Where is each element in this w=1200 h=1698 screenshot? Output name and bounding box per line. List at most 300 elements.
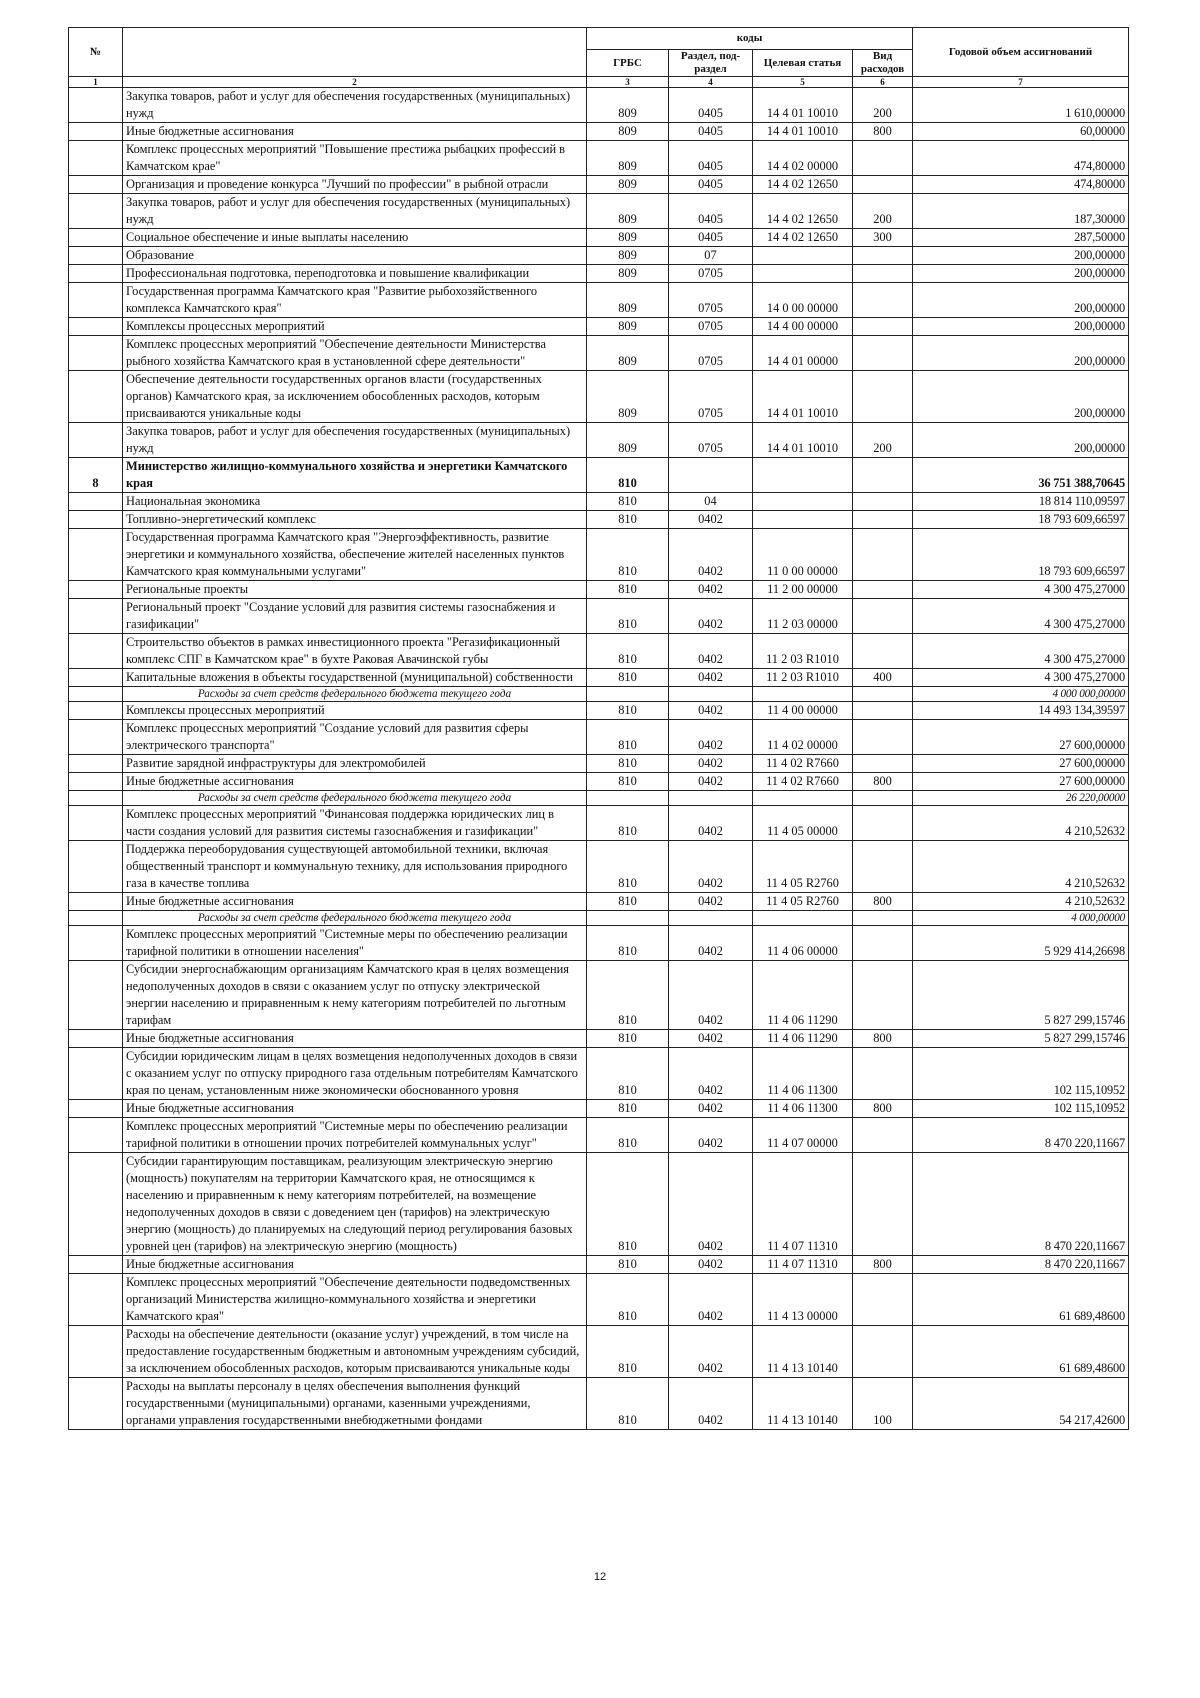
row-expense-type-code: 300: [853, 229, 913, 247]
row-number: [69, 283, 123, 318]
table-row: [69, 791, 1129, 806]
row-number: [69, 773, 123, 791]
row-number: [69, 423, 123, 458]
header-expense-type: Вид расходов: [853, 50, 913, 77]
row-expense-type-code: 800: [853, 773, 913, 791]
row-amount: 26 220,00000: [913, 791, 1129, 806]
row-target-article-code: 14 4 02 12650: [753, 194, 853, 229]
row-expense-type-code: [853, 599, 913, 634]
row-amount: 1 610,00000: [913, 88, 1129, 123]
table-row: [69, 493, 1129, 511]
row-name: Расходы за счет средств федерального бюджета текущего года: [123, 911, 587, 926]
row-name: Образование: [123, 247, 587, 265]
row-target-article-code: 14 4 00 00000: [753, 318, 853, 336]
row-number: [69, 1048, 123, 1100]
row-number: [69, 511, 123, 529]
row-name: Комплекс процессных мероприятий "Повышение престижа рыбацких профессий в Камчатском крае": [123, 141, 587, 176]
row-number: [69, 141, 123, 176]
row-number: [69, 1153, 123, 1256]
row-number: [69, 123, 123, 141]
row-target-article-code: [753, 247, 853, 265]
row-section-code: 0705: [669, 423, 753, 458]
row-number: [69, 176, 123, 194]
row-expense-type-code: [853, 458, 913, 493]
row-amount: 4 300 475,27000: [913, 581, 1129, 599]
table-row: [69, 1274, 1129, 1326]
table-row: [69, 1256, 1129, 1274]
row-target-article-code: 11 4 06 11290: [753, 1030, 853, 1048]
header-number: №: [69, 28, 123, 77]
row-number: [69, 755, 123, 773]
row-expense-type-code: [853, 1048, 913, 1100]
row-number: [69, 493, 123, 511]
row-grbs-code: [587, 911, 669, 926]
row-number: 8: [69, 458, 123, 493]
row-grbs-code: 810: [587, 926, 669, 961]
row-name: Закупка товаров, работ и услуг для обеспечения государственных (муниципальных) нужд: [123, 423, 587, 458]
table-row: [69, 529, 1129, 581]
row-section-code: 0405: [669, 229, 753, 247]
table-row: [69, 423, 1129, 458]
row-number: [69, 265, 123, 283]
row-name: Развитие зарядной инфраструктуры для электромобилей: [123, 755, 587, 773]
row-expense-type-code: 200: [853, 194, 913, 229]
table-body: [69, 88, 1129, 1430]
table-row: [69, 1100, 1129, 1118]
row-amount: 61 689,48600: [913, 1274, 1129, 1326]
table-row: [69, 458, 1129, 493]
row-expense-type-code: [853, 1326, 913, 1378]
row-grbs-code: [587, 791, 669, 806]
row-number: [69, 669, 123, 687]
row-grbs-code: 810: [587, 634, 669, 669]
row-grbs-code: 810: [587, 961, 669, 1030]
row-expense-type-code: [853, 511, 913, 529]
row-number: [69, 702, 123, 720]
row-section-code: 0705: [669, 318, 753, 336]
row-section-code: 0402: [669, 961, 753, 1030]
row-amount: 27 600,00000: [913, 755, 1129, 773]
row-amount: 102 115,10952: [913, 1048, 1129, 1100]
row-target-article-code: 14 4 01 10010: [753, 423, 853, 458]
row-amount: 5 827 299,15746: [913, 1030, 1129, 1048]
row-expense-type-code: 800: [853, 1030, 913, 1048]
row-target-article-code: 11 4 05 R2760: [753, 841, 853, 893]
row-section-code: 0402: [669, 1100, 753, 1118]
row-number: [69, 599, 123, 634]
row-target-article-code: 14 4 01 00000: [753, 336, 853, 371]
table-row: [69, 336, 1129, 371]
row-grbs-code: 810: [587, 1153, 669, 1256]
row-name: Субсидии юридическим лицам в целях возмещения недополученных доходов в связи с оказанием услуг по отпуску природного газа отдельным потребителям Камчатского края по ценам, установленным ниже экономически обоснованного уровня: [123, 1048, 587, 1100]
row-grbs-code: 809: [587, 141, 669, 176]
row-number: [69, 806, 123, 841]
row-grbs-code: 809: [587, 88, 669, 123]
row-name: Государственная программа Камчатского края "Энергоэффективность, развитие энергетики и коммунального хозяйства, обеспечение жителей населенных пунктов Камчатского края коммунальными услугами": [123, 529, 587, 581]
row-amount: 5 929 414,26698: [913, 926, 1129, 961]
row-amount: 54 217,42600: [913, 1378, 1129, 1430]
row-section-code: 0402: [669, 893, 753, 911]
table-row: [69, 669, 1129, 687]
column-number: 5: [753, 77, 853, 88]
row-expense-type-code: [853, 755, 913, 773]
row-grbs-code: 810: [587, 1326, 669, 1378]
row-expense-type-code: 200: [853, 423, 913, 458]
row-amount: 36 751 388,70645: [913, 458, 1129, 493]
row-amount: 4 300 475,27000: [913, 634, 1129, 669]
row-target-article-code: 11 4 07 00000: [753, 1118, 853, 1153]
row-grbs-code: 810: [587, 720, 669, 755]
row-amount: 200,00000: [913, 318, 1129, 336]
row-grbs-code: 810: [587, 458, 669, 493]
row-section-code: 0402: [669, 702, 753, 720]
row-grbs-code: 810: [587, 841, 669, 893]
row-expense-type-code: [853, 265, 913, 283]
row-target-article-code: 14 4 01 10010: [753, 123, 853, 141]
row-amount: 200,00000: [913, 336, 1129, 371]
header-name: [123, 28, 587, 77]
row-name: Субсидии гарантирующим поставщикам, реализующим электрическую энергию (мощность) покупателям на территории Камчатского края, не относящимся к населению и приравненным к нему категориям потребителей, на возмещение недополученных доходов в связи с доведением цен (тарифов) на электрическую энергию (мощность) до планируемых на следующий период регулирования базовых уровней цен (тарифов) на электрическую энергию (мощность): [123, 1153, 587, 1256]
row-section-code: 0705: [669, 283, 753, 318]
row-section-code: 0402: [669, 926, 753, 961]
row-grbs-code: 809: [587, 265, 669, 283]
row-amount: 102 115,10952: [913, 1100, 1129, 1118]
row-section-code: 0402: [669, 1378, 753, 1430]
row-section-code: 0402: [669, 1274, 753, 1326]
row-number: [69, 1274, 123, 1326]
table-row: [69, 511, 1129, 529]
row-expense-type-code: [853, 687, 913, 702]
row-expense-type-code: [853, 1274, 913, 1326]
row-section-code: 0402: [669, 1256, 753, 1274]
row-name: Расходы за счет средств федерального бюджета текущего года: [123, 687, 587, 702]
row-number: [69, 318, 123, 336]
row-name: Комплекс процессных мероприятий "Создание условий для развития сферы электрического транспорта": [123, 720, 587, 755]
row-amount: 4 210,52632: [913, 893, 1129, 911]
row-name: Поддержка переоборудования существующей автомобильной техники, включая общественный транспорт и коммунальную технику, для использования природного газа в качестве топлива: [123, 841, 587, 893]
row-number: [69, 893, 123, 911]
row-grbs-code: 810: [587, 1118, 669, 1153]
row-section-code: 0402: [669, 1153, 753, 1256]
row-name: Комплексы процессных мероприятий: [123, 318, 587, 336]
row-name: Комплекс процессных мероприятий "Обеспечение деятельности Министерства рыбного хозяйства Камчатского края в установленной сфере деятельности": [123, 336, 587, 371]
row-amount: 60,00000: [913, 123, 1129, 141]
row-amount: 4 000,00000: [913, 911, 1129, 926]
column-numbers-row: [69, 77, 1129, 88]
row-name: Расходы на выплаты персоналу в целях обеспечения выполнения функций государственными (муниципальными) органами, казенными учреждениями, органами управления государственными внебюджетными фондами: [123, 1378, 587, 1430]
column-number: 4: [669, 77, 753, 88]
row-target-article-code: [753, 511, 853, 529]
row-section-code: 0705: [669, 265, 753, 283]
row-grbs-code: 810: [587, 1100, 669, 1118]
column-number: 6: [853, 77, 913, 88]
row-expense-type-code: [853, 247, 913, 265]
table-row: [69, 247, 1129, 265]
row-target-article-code: 11 2 03 R1010: [753, 634, 853, 669]
row-expense-type-code: [853, 791, 913, 806]
row-grbs-code: 810: [587, 773, 669, 791]
row-grbs-code: 810: [587, 1030, 669, 1048]
row-expense-type-code: [853, 371, 913, 423]
row-expense-type-code: [853, 841, 913, 893]
row-number: [69, 911, 123, 926]
row-number: [69, 247, 123, 265]
row-number: [69, 1378, 123, 1430]
header-annual-amount: Годовой объем ассигнований: [913, 28, 1129, 77]
row-expense-type-code: 100: [853, 1378, 913, 1430]
table-row: [69, 926, 1129, 961]
row-grbs-code: 810: [587, 599, 669, 634]
row-section-code: 07: [669, 247, 753, 265]
table-row: [69, 720, 1129, 755]
row-target-article-code: 14 0 00 00000: [753, 283, 853, 318]
row-number: [69, 634, 123, 669]
header-target-article: Целевая статья: [753, 50, 853, 77]
row-amount: 18 814 110,09597: [913, 493, 1129, 511]
row-name: Иные бюджетные ассигнования: [123, 773, 587, 791]
row-name: Организация и проведение конкурса "Лучший по профессии" в рыбной отрасли: [123, 176, 587, 194]
table-row: [69, 123, 1129, 141]
row-target-article-code: 11 4 07 11310: [753, 1256, 853, 1274]
row-name: Иные бюджетные ассигнования: [123, 893, 587, 911]
row-amount: 27 600,00000: [913, 773, 1129, 791]
row-section-code: 0705: [669, 371, 753, 423]
row-name: Капитальные вложения в объекты государственной (муниципальной) собственности: [123, 669, 587, 687]
row-grbs-code: 810: [587, 1274, 669, 1326]
table-row: [69, 841, 1129, 893]
table-row: [69, 773, 1129, 791]
row-target-article-code: 11 4 13 00000: [753, 1274, 853, 1326]
row-name: Комплексы процессных мероприятий: [123, 702, 587, 720]
row-amount: 4 000 000,00000: [913, 687, 1129, 702]
table-row: [69, 371, 1129, 423]
table-row: [69, 176, 1129, 194]
row-number: [69, 1118, 123, 1153]
row-name: Иные бюджетные ассигнования: [123, 1256, 587, 1274]
row-name: Расходы на обеспечение деятельности (оказание услуг) учреждений, в том числе на предоставление государственным бюджетным и автономным учреждениям субсидий, за исключением обособленных расходов, которым присваиваются уникальные коды: [123, 1326, 587, 1378]
row-target-article-code: 11 4 00 00000: [753, 702, 853, 720]
row-amount: 4 300 475,27000: [913, 669, 1129, 687]
row-name: Комплекс процессных мероприятий "Обеспечение деятельности подведомственных организаций Министерства жилищно-коммунального хозяйства и энергетики Камчатского края": [123, 1274, 587, 1326]
row-number: [69, 1100, 123, 1118]
row-target-article-code: [753, 458, 853, 493]
table-row: [69, 318, 1129, 336]
header-grbs: ГРБС: [587, 50, 669, 77]
row-amount: 5 827 299,15746: [913, 961, 1129, 1030]
row-section-code: 0405: [669, 88, 753, 123]
row-grbs-code: 809: [587, 318, 669, 336]
row-grbs-code: 810: [587, 529, 669, 581]
row-section-code: 0402: [669, 599, 753, 634]
row-amount: 200,00000: [913, 423, 1129, 458]
row-target-article-code: 11 4 07 11310: [753, 1153, 853, 1256]
row-grbs-code: 810: [587, 702, 669, 720]
row-target-article-code: [753, 911, 853, 926]
row-number: [69, 194, 123, 229]
table-row: [69, 581, 1129, 599]
row-number: [69, 1030, 123, 1048]
table-row: [69, 755, 1129, 773]
row-expense-type-code: [853, 806, 913, 841]
table-row: [69, 911, 1129, 926]
row-target-article-code: 11 0 00 00000: [753, 529, 853, 581]
row-grbs-code: 810: [587, 511, 669, 529]
row-grbs-code: 809: [587, 194, 669, 229]
row-target-article-code: [753, 493, 853, 511]
row-section-code: 0402: [669, 841, 753, 893]
row-expense-type-code: [853, 702, 913, 720]
row-expense-type-code: [853, 141, 913, 176]
header-codes: коды: [587, 28, 913, 50]
table-row: [69, 1048, 1129, 1100]
row-number: [69, 1256, 123, 1274]
table-row: [69, 687, 1129, 702]
row-section-code: 0402: [669, 634, 753, 669]
row-grbs-code: 809: [587, 229, 669, 247]
row-target-article-code: 11 4 02 R7660: [753, 773, 853, 791]
row-expense-type-code: 400: [853, 669, 913, 687]
row-name: Строительство объектов в рамках инвестиционного проекта "Регазификационный комплекс СПГ в Камчатском крае" в бухте Раковая Авачинской губы: [123, 634, 587, 669]
row-target-article-code: 11 4 13 10140: [753, 1378, 853, 1430]
row-section-code: 0402: [669, 511, 753, 529]
row-grbs-code: 809: [587, 371, 669, 423]
row-target-article-code: [753, 265, 853, 283]
row-expense-type-code: [853, 1118, 913, 1153]
row-number: [69, 529, 123, 581]
table-row: [69, 194, 1129, 229]
row-grbs-code: 810: [587, 1378, 669, 1430]
row-expense-type-code: [853, 283, 913, 318]
row-section-code: [669, 791, 753, 806]
row-expense-type-code: [853, 581, 913, 599]
table-row: [69, 1326, 1129, 1378]
row-number: [69, 1326, 123, 1378]
row-number: [69, 961, 123, 1030]
row-section-code: 0402: [669, 720, 753, 755]
row-expense-type-code: [853, 634, 913, 669]
row-number: [69, 581, 123, 599]
row-amount: 287,50000: [913, 229, 1129, 247]
row-expense-type-code: [853, 318, 913, 336]
row-number: [69, 88, 123, 123]
column-number: 2: [123, 77, 587, 88]
row-name: Государственная программа Камчатского края "Развитие рыбохозяйственного комплекса Камчатского края": [123, 283, 587, 318]
row-name: Комплекс процессных мероприятий "Системные меры по обеспечению реализации тарифной политики в отношении населения": [123, 926, 587, 961]
row-number: [69, 229, 123, 247]
row-name: Министерство жилищно-коммунального хозяйства и энергетики Камчатского края: [123, 458, 587, 493]
row-expense-type-code: [853, 1153, 913, 1256]
row-amount: 474,80000: [913, 141, 1129, 176]
table-row: [69, 1030, 1129, 1048]
row-amount: 474,80000: [913, 176, 1129, 194]
row-section-code: [669, 911, 753, 926]
row-expense-type-code: [853, 493, 913, 511]
row-name: Закупка товаров, работ и услуг для обеспечения государственных (муниципальных) нужд: [123, 194, 587, 229]
row-name: Социальное обеспечение и иные выплаты населению: [123, 229, 587, 247]
row-target-article-code: 11 4 06 11300: [753, 1100, 853, 1118]
row-target-article-code: 11 4 06 00000: [753, 926, 853, 961]
row-grbs-code: 810: [587, 1048, 669, 1100]
row-grbs-code: 810: [587, 755, 669, 773]
row-name: Топливно-энергетический комплекс: [123, 511, 587, 529]
row-target-article-code: 14 4 02 12650: [753, 176, 853, 194]
table-row: [69, 893, 1129, 911]
row-expense-type-code: [853, 529, 913, 581]
row-amount: 187,30000: [913, 194, 1129, 229]
row-expense-type-code: [853, 926, 913, 961]
row-name: Профессиональная подготовка, переподготовка и повышение квалификации: [123, 265, 587, 283]
row-expense-type-code: 800: [853, 893, 913, 911]
row-section-code: 0402: [669, 581, 753, 599]
row-target-article-code: 11 2 00 00000: [753, 581, 853, 599]
row-name: Национальная экономика: [123, 493, 587, 511]
row-name: Иные бюджетные ассигнования: [123, 1100, 587, 1118]
row-section-code: 0402: [669, 1048, 753, 1100]
row-amount: 200,00000: [913, 247, 1129, 265]
row-target-article-code: 11 2 03 00000: [753, 599, 853, 634]
row-target-article-code: 11 4 13 10140: [753, 1326, 853, 1378]
row-section-code: 0402: [669, 1118, 753, 1153]
table-row: [69, 88, 1129, 123]
row-expense-type-code: 800: [853, 1256, 913, 1274]
row-grbs-code: 810: [587, 806, 669, 841]
row-name: Расходы за счет средств федерального бюджета текущего года: [123, 791, 587, 806]
table-row: [69, 702, 1129, 720]
row-expense-type-code: [853, 720, 913, 755]
row-name: Иные бюджетные ассигнования: [123, 1030, 587, 1048]
row-name: Комплекс процессных мероприятий "Финансовая поддержка юридических лиц в части создания условий для развития системы газоснабжения и газификации": [123, 806, 587, 841]
row-number: [69, 687, 123, 702]
row-grbs-code: 809: [587, 176, 669, 194]
row-target-article-code: 14 4 02 12650: [753, 229, 853, 247]
row-name: Региональный проект "Создание условий для развития системы газоснабжения и газификации": [123, 599, 587, 634]
page-number: 12: [593, 1571, 607, 1583]
table-row: [69, 1118, 1129, 1153]
row-amount: 8 470 220,11667: [913, 1118, 1129, 1153]
row-target-article-code: 11 2 03 R1010: [753, 669, 853, 687]
row-amount: 200,00000: [913, 283, 1129, 318]
row-number: [69, 720, 123, 755]
table-row: [69, 141, 1129, 176]
row-section-code: 0402: [669, 1030, 753, 1048]
row-target-article-code: 14 4 01 10010: [753, 88, 853, 123]
row-expense-type-code: [853, 336, 913, 371]
row-name: Комплекс процессных мероприятий "Системные меры по обеспечению реализации тарифной политики в отношении прочих потребителей коммунальных услуг": [123, 1118, 587, 1153]
row-section-code: 0402: [669, 755, 753, 773]
row-amount: 14 493 134,39597: [913, 702, 1129, 720]
row-amount: 200,00000: [913, 371, 1129, 423]
row-target-article-code: 14 4 02 00000: [753, 141, 853, 176]
row-amount: 200,00000: [913, 265, 1129, 283]
row-amount: 8 470 220,11667: [913, 1153, 1129, 1256]
row-target-article-code: 11 4 06 11290: [753, 961, 853, 1030]
table-row: [69, 1378, 1129, 1430]
row-amount: 27 600,00000: [913, 720, 1129, 755]
row-target-article-code: [753, 791, 853, 806]
table-row: [69, 229, 1129, 247]
table-row: [69, 599, 1129, 634]
row-grbs-code: 810: [587, 669, 669, 687]
header-section: Раздел, под-раздел: [669, 50, 753, 77]
row-grbs-code: 809: [587, 283, 669, 318]
row-expense-type-code: 800: [853, 1100, 913, 1118]
row-amount: 4 300 475,27000: [913, 599, 1129, 634]
row-target-article-code: 11 4 05 00000: [753, 806, 853, 841]
row-grbs-code: 809: [587, 423, 669, 458]
row-name: Иные бюджетные ассигнования: [123, 123, 587, 141]
appropriations-table: [68, 27, 1129, 1430]
row-target-article-code: 11 4 02 R7660: [753, 755, 853, 773]
